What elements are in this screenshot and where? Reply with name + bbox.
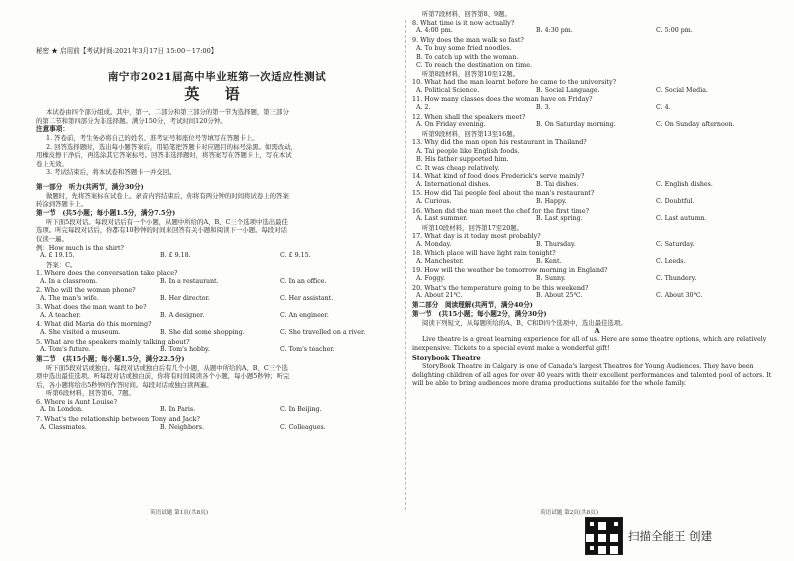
option-b: B. Sunny. bbox=[536, 274, 566, 282]
question-options bbox=[36, 295, 398, 304]
option-c: C. Saturday. bbox=[656, 240, 695, 248]
question: 15. How did Tai people feel about the man's restaurant? bbox=[412, 189, 595, 198]
question: 7. What's the relationship between Tony and Jack? bbox=[36, 414, 200, 423]
page-divider bbox=[405, 20, 406, 510]
option-c: C. 4. bbox=[656, 104, 671, 112]
question: 14. What kind of food does Frederick's serve mainly? bbox=[412, 172, 585, 181]
option-c: C. 5:00 pm. bbox=[656, 27, 693, 35]
question: 8. What time is it now actually? bbox=[412, 18, 515, 27]
question-options bbox=[36, 329, 398, 338]
right-page bbox=[412, 10, 782, 510]
page-footer-right: 英语试题 第2页(共8页) bbox=[540, 510, 599, 516]
option-c: C. It was cheap relatively. bbox=[416, 163, 500, 172]
option-a: A. In London. bbox=[40, 406, 84, 414]
option-a: A. A teacher. bbox=[40, 311, 81, 319]
option-c: C. About 30℃. bbox=[656, 292, 703, 300]
example-answer: 答案：C。 bbox=[46, 260, 77, 269]
option-a: A. On Friday evening. bbox=[416, 121, 486, 129]
notice-line: 3. 考试结束后，将本试卷和答题卡一并交回。 bbox=[46, 168, 176, 177]
option-c: C. Doubtful. bbox=[656, 198, 695, 206]
question-options bbox=[412, 104, 782, 113]
option-b: B. She did some shopping. bbox=[160, 329, 245, 337]
qr-module bbox=[618, 550, 622, 554]
page-footer-left: 英语试题 第1页(共8页) bbox=[150, 510, 209, 516]
option-b: B. £ 9.18. bbox=[160, 252, 191, 260]
question-options bbox=[412, 215, 782, 224]
option-a: A. £ 19.15. bbox=[40, 252, 75, 260]
option-c: C. Social Media. bbox=[656, 86, 708, 94]
question-options bbox=[412, 27, 782, 36]
part1-line: 转涂到答题卡上。 bbox=[36, 200, 88, 209]
notice-line: 1. 答卷前，考生务必将自己的姓名、准考证号和座位号等填写在答题卡上。 bbox=[46, 134, 259, 143]
section2-line: 后，各小题将给出5秒钟的作答时间。每段对话或独白读两遍。 bbox=[36, 380, 213, 389]
notice-title: 注意事项： bbox=[36, 125, 69, 134]
passage-heading: Storybook Theatre bbox=[412, 353, 481, 362]
option-b: B. 3. bbox=[536, 104, 551, 112]
question: 5. What are the speakers mainly talking about? bbox=[36, 337, 190, 346]
listening-note: 听第10段材料，回答第17至20题。 bbox=[422, 223, 524, 232]
notice-line: 2. 回答选择题时，选出每小题答案后，用铅笔把答题卡对应题目的标号涂黑。如需改动， bbox=[46, 142, 297, 151]
part1-line: 做题时，先将答案标在试卷上。录音内容结束后，你将有两分钟的时间将试卷上的答案 bbox=[46, 191, 289, 200]
question: 3. What does the man want to be? bbox=[36, 303, 147, 312]
question: 9. Why does the man walk so fast? bbox=[412, 35, 524, 44]
option-c: C. In an office. bbox=[280, 277, 327, 285]
option-c: C. She travelled on a river. bbox=[280, 329, 366, 337]
option-a: A. International dishes. bbox=[416, 180, 491, 188]
notice-block bbox=[36, 134, 398, 177]
left-page bbox=[36, 10, 398, 535]
listening-note: 听第9段材料，回答第13至16题。 bbox=[422, 129, 520, 138]
option-a: A. 2. bbox=[416, 104, 431, 112]
scanner-watermark: 扫描全能王 创建 bbox=[628, 529, 713, 543]
option-b: B. A designer. bbox=[160, 311, 205, 319]
listening-note: 听第7段材料，回答第8、9题。 bbox=[422, 10, 511, 18]
passage-label: A bbox=[594, 327, 600, 336]
question: 20. What's the temperature going to be this weekend? bbox=[412, 283, 589, 292]
question-options bbox=[36, 312, 398, 321]
option-c: C. £ 9.15. bbox=[280, 252, 311, 260]
part1-title: 第一部分 听力(共两节，满分30分) bbox=[36, 182, 144, 191]
option-b: B. Last spring. bbox=[536, 215, 583, 223]
question: 11. How many classes does the woman have on Friday? bbox=[412, 95, 593, 104]
question-options bbox=[412, 121, 782, 130]
option-a: A. About 21℃. bbox=[416, 292, 463, 300]
option-a: A. 4:00 pm. bbox=[416, 27, 453, 35]
option-c: C. Leeds. bbox=[656, 257, 686, 265]
option-c: C. Thundery. bbox=[656, 274, 697, 282]
question: 13. Why did the man open his restaurant in Thailand? bbox=[412, 138, 587, 147]
option-c: C. In Beijing. bbox=[280, 406, 322, 414]
notice-line: 卷上无效。 bbox=[36, 159, 68, 168]
option-a: A. Last summer. bbox=[416, 215, 468, 223]
section1-line: 仅读一遍。 bbox=[36, 235, 68, 244]
option-a: A. Curious. bbox=[416, 198, 452, 206]
option-b: B. Kent. bbox=[536, 257, 562, 265]
question: 1. Where does the conversation take place? bbox=[36, 269, 178, 278]
option-a: A. The man's wife. bbox=[40, 294, 99, 302]
part2-instruction: 阅读下列短文，从每题所给的A、B、C和D四个选项中，选出最佳选项。 bbox=[422, 318, 627, 327]
option-a: A. In a classroom. bbox=[40, 277, 98, 285]
section1-line: 听下面5段对话。每段对话后有一个小题，从题中所给的A、B、C三个选项中选出最佳 bbox=[46, 217, 288, 226]
question: 16. When did the man meet the chef for the first time? bbox=[412, 206, 590, 215]
exam-header: 秘密 ★ 启用前【考试时间:2021年3月17日 15:00－17:00】 bbox=[36, 47, 218, 55]
option-a: A. Tai people like English foods. bbox=[416, 146, 520, 155]
option-c: C. English dishes. bbox=[656, 180, 713, 188]
question-options bbox=[36, 278, 398, 287]
option-a: A. Political Science. bbox=[416, 86, 480, 94]
intro-block bbox=[36, 108, 398, 125]
question-options bbox=[412, 87, 782, 96]
question-options bbox=[412, 275, 782, 284]
question: 6. Where is Aunt Louise? bbox=[36, 397, 118, 406]
question: 17. What day is it today most probably? bbox=[412, 232, 541, 241]
right-question-list bbox=[412, 19, 782, 301]
question: 18. Which place will have light rain tonight? bbox=[412, 249, 556, 258]
section2-line: 项中选出最佳选项。听每段对话或独白前，你将有时间阅读各个小题，每小题5秒钟；听完 bbox=[36, 372, 290, 381]
question-options bbox=[412, 241, 782, 250]
option-a: A. Tom's future. bbox=[40, 346, 91, 354]
exam-title: 南宁市2021届高中毕业班第一次适应性测试 bbox=[107, 71, 327, 83]
option-c: C. To reach the destination on time. bbox=[416, 61, 533, 70]
question-options bbox=[412, 258, 782, 267]
option-c: C. Her assistant. bbox=[280, 294, 334, 302]
option-a: A. Monday. bbox=[416, 240, 452, 248]
section2-line: 听下面5段对话或独白。每段对话或独白后有几个小题，从题中所给的A、B、C三个选 bbox=[46, 363, 288, 372]
option-a: A. Classmates. bbox=[40, 423, 87, 431]
option-c: C. Colleagues. bbox=[280, 423, 326, 431]
example-options bbox=[36, 252, 398, 261]
question: 19. How will the weather be tomorrow morning in England? bbox=[412, 266, 608, 275]
option-b: B. Thursday. bbox=[536, 240, 576, 248]
question: 12. When shall the speakers meet? bbox=[412, 112, 526, 121]
option-b: B. 4:30 pm. bbox=[536, 27, 573, 35]
intro-line: 的第二节和第四部分为非选择题。满分150分，考试时间120分钟。 bbox=[36, 116, 227, 125]
example-question: 例：How much is the shirt? bbox=[36, 243, 124, 252]
question: 4. What did Maria do this morning? bbox=[36, 320, 152, 329]
question-options bbox=[412, 198, 782, 207]
option-b: B. About 25℃. bbox=[536, 292, 583, 300]
option-a: A. To buy some fried noodles. bbox=[416, 44, 512, 53]
option-a: A. Foggy. bbox=[416, 274, 446, 282]
option-b: B. Her director. bbox=[160, 294, 210, 302]
option-b: B. Neighbors. bbox=[160, 423, 205, 431]
option-b: B. In a restaurant. bbox=[160, 277, 219, 285]
notice-line: 用橡皮擦干净后，再选涂其它答案标号。回答非选择题时，将答案写在答题卡上，写在本试 bbox=[36, 151, 292, 160]
option-c: C. Last autumn. bbox=[656, 215, 707, 223]
option-b: B. Tai dishes. bbox=[536, 180, 579, 188]
exam-subject: 英 语 bbox=[184, 85, 250, 103]
qr-module bbox=[606, 550, 610, 554]
passage-body: StoryBook Theatre in Calgary is one of Canada's largest Theatres for Young Audiences. They have been delighting children of all ages for over 40 years with their excellent performances and talented pool of actors. It will be able to bring audiences more drama productions suitable for the whole family. bbox=[412, 362, 772, 388]
option-b: B. His father supported him. bbox=[416, 155, 509, 164]
question: 2. Who will the woman phone? bbox=[36, 286, 136, 295]
option-b: B. On Saturday morning. bbox=[536, 121, 616, 129]
listening-note: 听第6段材料，回答第6、7题。 bbox=[46, 389, 135, 398]
option-c: C. An engineer. bbox=[280, 311, 329, 319]
question-options bbox=[412, 292, 782, 301]
part2-title: 第二部分 阅读理解(共两节，满分40分) bbox=[412, 300, 533, 309]
section2-title: 第二节 (共15小题；每小题1.5分，满分22.5分) bbox=[36, 354, 185, 363]
section1-title: 第一节 (共5小题；每小题1.5分，满分7.5分) bbox=[36, 208, 176, 217]
listening-note: 听第8段材料，回答第10至12题。 bbox=[422, 69, 520, 78]
question: 10. What had the man learnt before he came to the university? bbox=[412, 78, 616, 87]
option-b: B. Social Language. bbox=[536, 86, 600, 94]
question-options bbox=[36, 346, 398, 355]
intro-line: 本试卷由四个部分组成。其中，第一、二部分和第三部分的第一节为选择题，第三部分 bbox=[46, 108, 289, 116]
option-b: B. To catch up with the woman. bbox=[416, 52, 519, 61]
qr-module bbox=[594, 550, 598, 554]
part2-section1-title: 第一节 (共15小题；每小题2分，满分30分) bbox=[412, 309, 547, 318]
question-options bbox=[36, 424, 398, 433]
question-options bbox=[412, 181, 782, 190]
option-a: A. She visited a museum. bbox=[40, 329, 121, 337]
qr-code-icon bbox=[585, 517, 623, 555]
option-c: C. Tom's teacher. bbox=[280, 346, 335, 354]
passage-intro: Live theatre is a great learning experience for all of us. Here are some theatre options, which are relatively inexpensive. Tickets to a special event make a wonderful gift! bbox=[412, 336, 767, 352]
option-b: B. Tom's hobby. bbox=[160, 346, 210, 354]
option-c: C. On Sunday afternoon. bbox=[656, 121, 735, 129]
option-b: B. In Paris. bbox=[160, 406, 196, 414]
option-a: A. Manchester. bbox=[416, 257, 464, 265]
section1-line: 选项。听完每段对话后，你都有10秒钟的时间来回答有关小题和阅读下一小题。每段对话 bbox=[36, 226, 287, 235]
question-options bbox=[36, 406, 398, 415]
option-b: B. Happy. bbox=[536, 198, 567, 206]
